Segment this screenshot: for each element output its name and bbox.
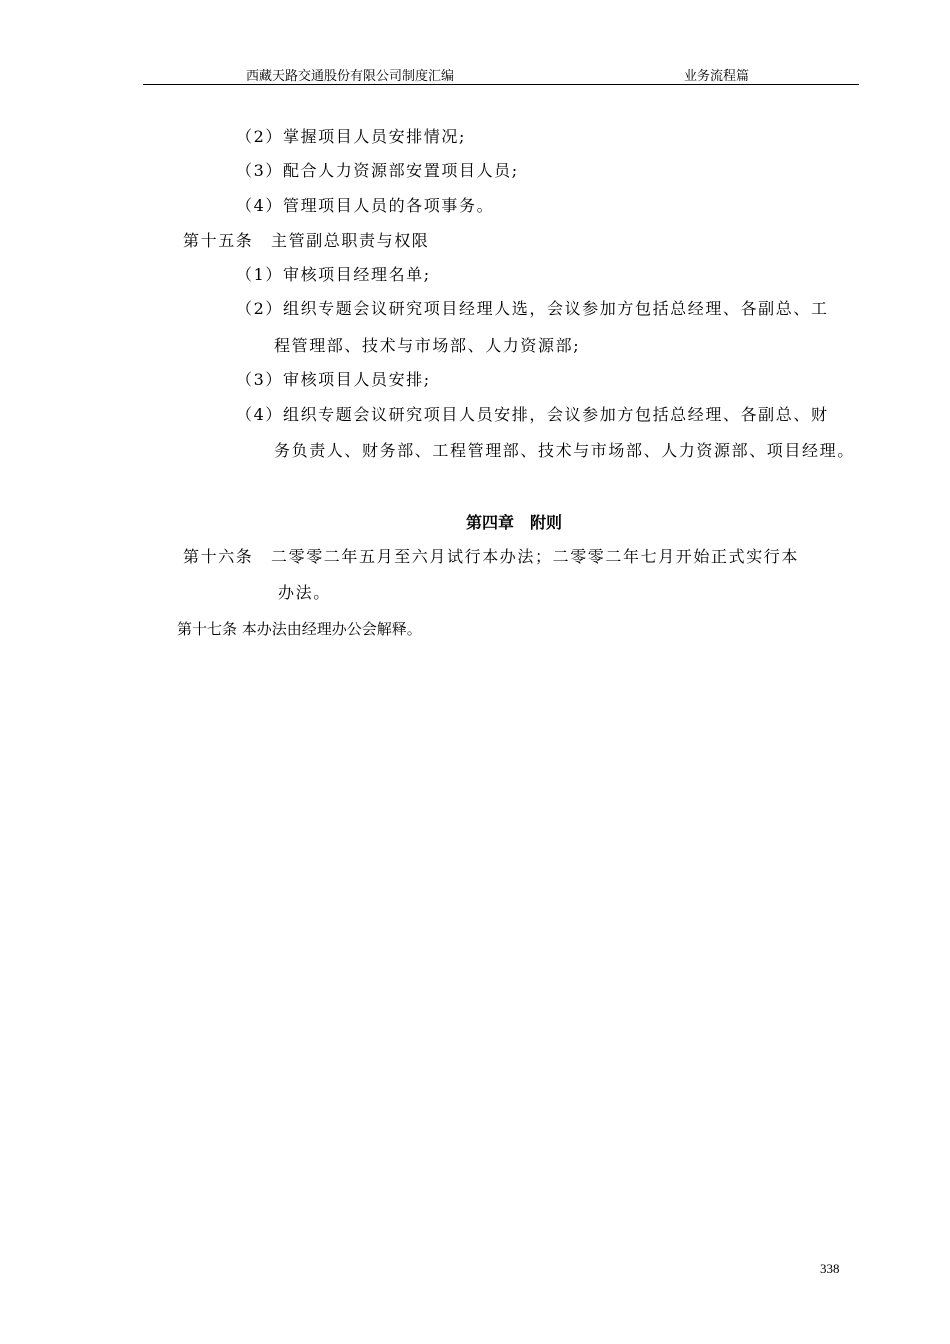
article-16: 第十六条 二零零二年五月至六月试行本办法；二零零二年七月开始正式实行本 <box>183 547 800 566</box>
header-section-title: 业务流程篇 <box>684 69 750 84</box>
list-item: （3）配合人力资源部安置项目人员; <box>236 161 519 180</box>
article-15-heading: 第十五条 主管副总职责与权限 <box>183 231 430 250</box>
list-item: （4）组织专题会议研究项目人员安排，会议参加方包括总经理、各副总、财 <box>236 405 829 424</box>
article-17: 第十七条 本办法由经理办公会解释。 <box>177 620 422 638</box>
list-item-continuation: 务负责人、财务部、工程管理部、技术与市场部、人力资源部、项目经理。 <box>274 441 855 460</box>
list-item: （1）审核项目经理名单; <box>236 265 431 284</box>
list-item: （3）审核项目人员安排; <box>236 370 431 389</box>
chapter-heading: 第四章 附则 <box>466 513 563 532</box>
page-number: 338 <box>820 1261 840 1276</box>
list-item: （4）管理项目人员的各项事务。 <box>236 196 495 215</box>
header-document-title: 西藏天路交通股份有限公司制度汇编 <box>246 69 455 84</box>
list-item: （2）组织专题会议研究项目经理人选，会议参加方包括总经理、各副总、工 <box>236 299 829 318</box>
article-16-continuation: 办法。 <box>278 583 331 602</box>
page-header <box>143 62 859 85</box>
list-item-continuation: 程管理部、技术与市场部、人力资源部; <box>274 336 581 355</box>
list-item: （2）掌握项目人员安排情况; <box>236 127 466 146</box>
